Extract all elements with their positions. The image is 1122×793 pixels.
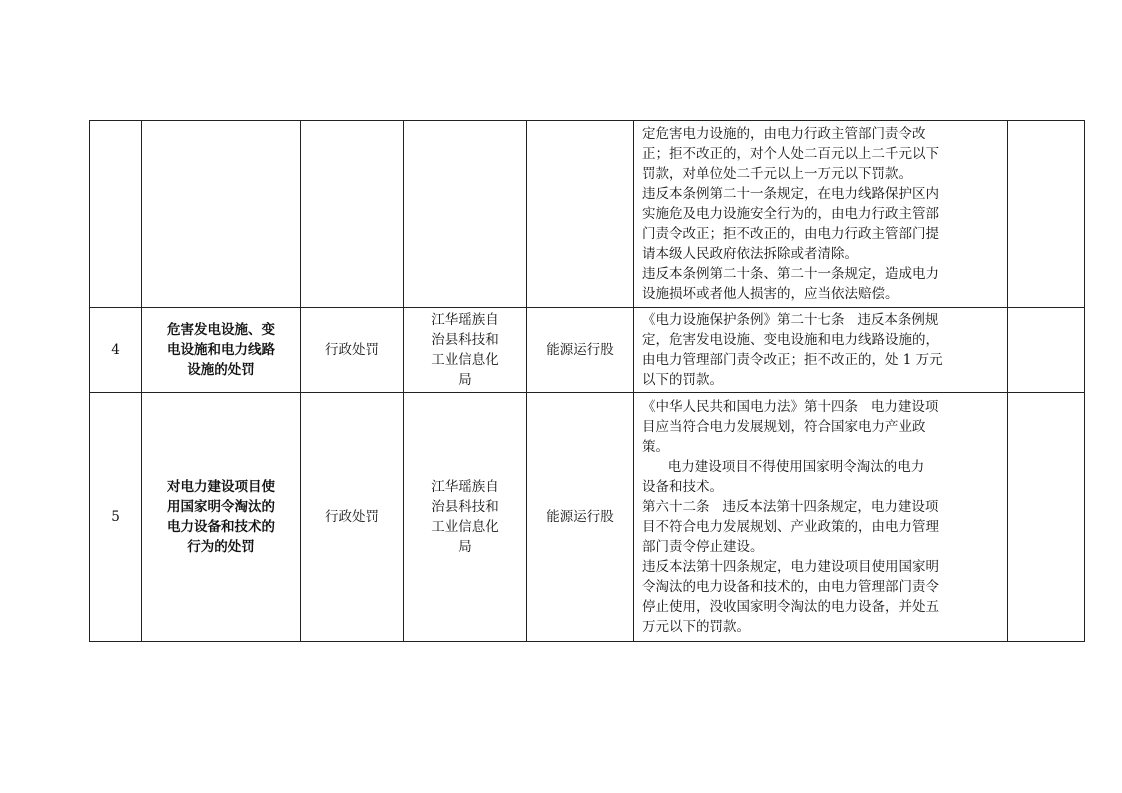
org-line: 局 xyxy=(458,539,472,555)
item-name-line: 用国家明令淘汰的 xyxy=(167,499,275,515)
responsible-dept-cell: 能源运行股 xyxy=(527,308,634,393)
org-line: 江华瑶族自 xyxy=(431,312,499,328)
basis-line: 部门责令停止建设。 xyxy=(642,539,764,555)
basis-line: 万元以下的罚款。 xyxy=(642,619,750,635)
item-name-line: 对电力建设项目使 xyxy=(167,479,275,495)
basis-line: 以下的罚款。 xyxy=(642,372,723,388)
basis-line: 正；拒不改正的，对个人处二百元以上二千元以下 xyxy=(642,146,939,162)
responsible-dept-cell xyxy=(527,121,634,308)
item-type-cell xyxy=(301,121,404,308)
penalty-table xyxy=(89,120,1085,642)
item-name-line: 行为的处罚 xyxy=(187,539,255,555)
table-row xyxy=(90,308,1085,393)
implementing-org-cell xyxy=(404,308,527,393)
org-line: 工业信息化 xyxy=(431,352,499,368)
basis-line: 由电力管理部门责令改正；拒不改正的，处 1 万元 xyxy=(642,352,943,368)
item-name-line: 电设施和电力线路 xyxy=(167,342,275,358)
legal-basis-cell xyxy=(634,393,1008,642)
row-number-cell: 5 xyxy=(90,393,142,642)
basis-line: 设施损坏或者他人损害的，应当依法赔偿。 xyxy=(642,286,899,302)
basis-line: 违反本条例第二十一条规定，在电力线路保护区内 xyxy=(642,186,939,202)
basis-line: 请本级人民政府依法拆除或者清除。 xyxy=(642,246,858,262)
basis-line: 违反本条例第二十条、第二十一条规定，造成电力 xyxy=(642,266,939,282)
basis-line: 电力建设项目不得使用国家明令淘汰的电力 xyxy=(642,459,925,475)
item-name-line: 危害发电设施、变 xyxy=(167,322,275,338)
legal-basis-cell xyxy=(634,121,1008,308)
remarks-cell xyxy=(1008,121,1085,308)
legal-basis-cell xyxy=(634,308,1008,393)
basis-line: 第六十二条 违反本法第十四条规定，电力建设项 xyxy=(642,499,939,515)
basis-line: 目不符合电力发展规划、产业政策的，由电力管理 xyxy=(642,519,939,535)
item-name-line: 设施的处罚 xyxy=(187,362,255,378)
responsible-dept-cell: 能源运行股 xyxy=(527,393,634,642)
basis-line: 定，危害发电设施、变电设施和电力线路设施的， xyxy=(642,332,939,348)
basis-line: 目应当符合电力发展规划，符合国家电力产业政 xyxy=(642,419,926,435)
item-type-cell: 行政处罚 xyxy=(301,308,404,393)
org-line: 工业信息化 xyxy=(431,519,499,535)
item-name-cell xyxy=(142,121,301,308)
org-line: 治县科技和 xyxy=(431,499,499,515)
basis-line: 定危害电力设施的，由电力行政主管部门责令改 xyxy=(642,126,926,142)
basis-line: 违反本法第十四条规定，电力建设项目使用国家明 xyxy=(642,559,939,575)
implementing-org-cell xyxy=(404,393,527,642)
basis-line: 停止使用，没收国家明令淘汰的电力设备，并处五 xyxy=(642,599,939,615)
remarks-cell xyxy=(1008,308,1085,393)
table-row xyxy=(90,121,1085,308)
basis-line: 《中华人民共和国电力法》第十四条 电力建设项 xyxy=(642,399,939,415)
org-line: 治县科技和 xyxy=(431,332,499,348)
basis-line: 策。 xyxy=(642,439,669,455)
item-name-cell xyxy=(142,393,301,642)
org-line: 局 xyxy=(458,372,472,388)
table-row xyxy=(90,393,1085,642)
basis-line: 《电力设施保护条例》第二十七条 违反本条例规 xyxy=(642,312,939,328)
row-number-cell xyxy=(90,121,142,308)
remarks-cell xyxy=(1008,393,1085,642)
item-name-cell xyxy=(142,308,301,393)
implementing-org-cell xyxy=(404,121,527,308)
basis-line: 罚款，对单位处二千元以上一万元以下罚款。 xyxy=(642,166,912,182)
item-name-line: 电力设备和技术的 xyxy=(167,519,275,535)
item-type-cell: 行政处罚 xyxy=(301,393,404,642)
org-line: 江华瑶族自 xyxy=(431,479,499,495)
row-number-cell: 4 xyxy=(90,308,142,393)
basis-line: 令淘汰的电力设备和技术的，由电力管理部门责令 xyxy=(642,579,939,595)
basis-line: 门责令改正；拒不改正的，由电力行政主管部门提 xyxy=(642,226,939,242)
basis-line: 设备和技术。 xyxy=(642,479,723,495)
basis-line: 实施危及电力设施安全行为的，由电力行政主管部 xyxy=(642,206,939,222)
